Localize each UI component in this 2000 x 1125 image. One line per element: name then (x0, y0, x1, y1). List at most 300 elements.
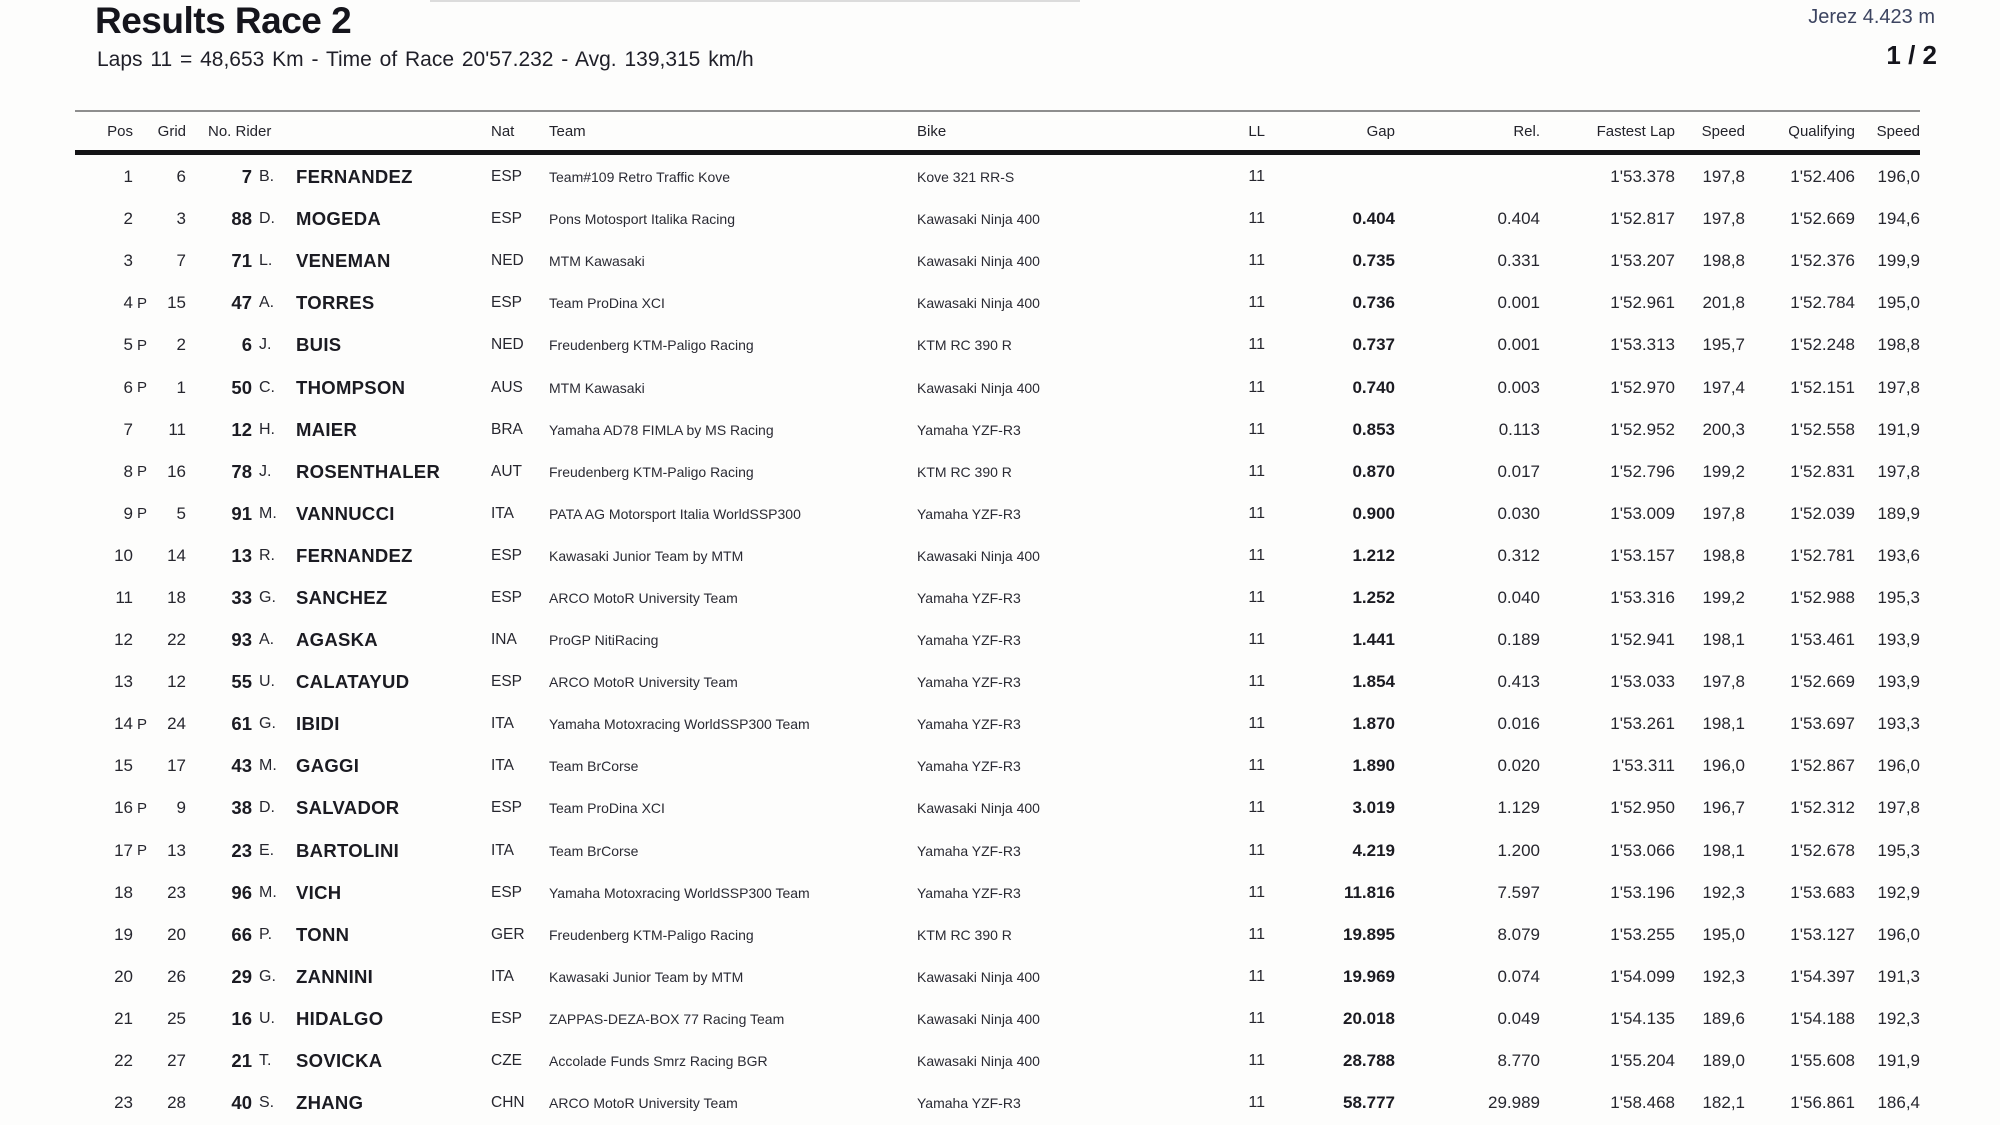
cell-position: 20 (114, 966, 133, 986)
cell-qualifying-speed: 193,6 (1877, 545, 1920, 565)
cell-fastest-speed: 197,8 (1702, 503, 1745, 523)
cell-rider-number: 23 (231, 839, 252, 861)
cell-bike: Yamaha YZF-R3 (917, 674, 1021, 691)
table-row (75, 787, 1920, 829)
cell-rider-initial: B. (259, 168, 275, 186)
cell-gap: 0.853 (1352, 419, 1395, 439)
cell-bike: Yamaha YZF-R3 (917, 842, 1021, 859)
page-crop-artifact (430, 0, 1080, 2)
cell-qualifying-lap: 1'52.312 (1790, 798, 1855, 818)
cell-grid: 12 (167, 672, 186, 692)
cell-fastest-lap: 1'54.135 (1610, 1008, 1675, 1028)
cell-rider-surname: TONN (296, 923, 350, 945)
cell-bike: Yamaha YZF-R3 (917, 758, 1021, 775)
table-row (75, 872, 1920, 914)
cell-fastest-lap: 1'55.204 (1610, 1051, 1675, 1071)
column-header-ll: LL (1248, 122, 1265, 140)
cell-fastest-lap: 1'54.099 (1610, 966, 1675, 986)
cell-rider-number: 71 (231, 250, 252, 272)
cell-laps: 11 (1248, 462, 1265, 480)
cell-fastest-speed: 198,1 (1702, 714, 1745, 734)
cell-fastest-lap: 1'52.970 (1610, 377, 1675, 397)
cell-rider-number: 13 (231, 544, 252, 566)
cell-qualifying-speed: 197,8 (1877, 798, 1920, 818)
cell-penalty-flag: P (137, 505, 148, 523)
cell-relative-gap: 0.189 (1497, 630, 1540, 650)
cell-nationality: AUT (491, 462, 522, 480)
header-top-rule (75, 110, 1920, 112)
cell-rider-initial: G. (259, 967, 276, 985)
cell-rider-number: 6 (241, 334, 252, 356)
cell-team: Kawasaki Junior Team by MTM (549, 547, 744, 564)
cell-fastest-speed: 182,1 (1702, 1093, 1745, 1113)
cell-fastest-lap: 1'53.066 (1610, 840, 1675, 860)
cell-grid: 18 (167, 587, 186, 607)
cell-fastest-speed: 195,7 (1702, 335, 1745, 355)
cell-fastest-lap: 1'53.033 (1610, 672, 1675, 692)
table-row (75, 998, 1920, 1040)
cell-relative-gap: 7.597 (1497, 882, 1540, 902)
cell-penalty-flag: P (137, 799, 148, 817)
results-body (75, 156, 1920, 1124)
cell-team: Yamaha Motoxracing WorldSSP300 Team (549, 716, 810, 733)
cell-bike: KTM RC 390 R (917, 337, 1012, 354)
cell-rider-surname: IBIDI (296, 713, 340, 735)
cell-rider-surname: TORRES (296, 292, 375, 314)
cell-rider-number: 91 (231, 502, 252, 524)
cell-nationality: CZE (491, 1052, 522, 1070)
cell-rider-surname: BUIS (296, 334, 342, 356)
cell-laps: 11 (1248, 504, 1265, 522)
cell-fastest-lap: 1'52.817 (1610, 209, 1675, 229)
cell-fastest-speed: 197,4 (1702, 377, 1745, 397)
cell-gap: 0.736 (1352, 293, 1395, 313)
cell-nationality: ESP (491, 546, 523, 564)
cell-qualifying-speed: 186,4 (1877, 1093, 1920, 1113)
cell-rider-number: 61 (231, 713, 252, 735)
cell-position: 19 (114, 924, 133, 944)
cell-team: ProGP NitiRacing (549, 632, 659, 649)
cell-team: Accolade Funds Smrz Racing BGR (549, 1053, 768, 1070)
cell-qualifying-speed: 197,8 (1877, 461, 1920, 481)
cell-grid: 7 (176, 251, 186, 271)
column-header-team: Team (549, 122, 586, 140)
cell-grid: 15 (167, 293, 186, 313)
cell-rider-surname: VENEMAN (296, 250, 391, 272)
cell-laps: 11 (1248, 336, 1265, 354)
cell-penalty-flag: P (137, 379, 148, 397)
cell-team: Kawasaki Junior Team by MTM (549, 968, 744, 985)
cell-relative-gap: 1.200 (1497, 840, 1540, 860)
cell-rider-initial: C. (259, 378, 275, 396)
cell-rider-surname: GAGGI (296, 755, 360, 777)
circuit-label: Jerez 4.423 m (1808, 6, 1935, 28)
cell-rider-initial: H. (259, 420, 275, 438)
cell-team: ARCO MotoR University Team (549, 1095, 738, 1112)
table-row (75, 451, 1920, 493)
cell-rider-number: 7 (241, 166, 252, 188)
cell-qualifying-speed: 192,3 (1877, 1008, 1920, 1028)
cell-nationality: ESP (491, 588, 523, 606)
cell-bike: Kawasaki Ninja 400 (917, 547, 1040, 564)
cell-rider-surname: ZANNINI (296, 965, 374, 987)
table-row (75, 198, 1920, 240)
cell-position: 5 (123, 335, 133, 355)
cell-relative-gap: 0.113 (1498, 419, 1540, 439)
cell-grid: 14 (167, 545, 186, 565)
table-row (75, 914, 1920, 956)
cell-fastest-speed: 198,1 (1702, 840, 1745, 860)
cell-relative-gap: 0.020 (1497, 756, 1540, 776)
cell-team: Team ProDina XCI (549, 295, 665, 312)
cell-relative-gap: 0.074 (1497, 966, 1540, 986)
cell-qualifying-lap: 1'53.461 (1790, 630, 1855, 650)
cell-bike: Yamaha YZF-R3 (917, 589, 1021, 606)
cell-fastest-speed: 199,2 (1702, 461, 1745, 481)
cell-qualifying-speed: 196,0 (1877, 924, 1920, 944)
cell-rider-surname: SANCHEZ (296, 586, 388, 608)
table-header-row (75, 116, 1920, 146)
cell-rider-number: 12 (231, 418, 252, 440)
page-title: Results Race 2 (95, 0, 352, 41)
cell-laps: 11 (1248, 210, 1265, 228)
cell-fastest-speed: 200,3 (1702, 419, 1745, 439)
cell-rider-initial: L. (259, 252, 273, 270)
cell-qualifying-lap: 1'52.039 (1790, 503, 1855, 523)
cell-gap: 58.777 (1343, 1093, 1395, 1113)
cell-rider-initial: R. (259, 546, 275, 564)
cell-laps: 11 (1248, 168, 1265, 186)
cell-position: 3 (123, 251, 133, 271)
cell-rider-initial: D. (259, 799, 275, 817)
cell-position: 4 (123, 293, 133, 313)
cell-nationality: ESP (491, 168, 523, 186)
cell-qualifying-speed: 193,9 (1877, 672, 1920, 692)
cell-position: 6 (123, 377, 133, 397)
cell-fastest-speed: 198,8 (1702, 545, 1745, 565)
cell-fastest-speed: 197,8 (1702, 167, 1745, 187)
cell-nationality: AUS (491, 378, 523, 396)
cell-penalty-flag: P (137, 294, 148, 312)
cell-team: Yamaha Motoxracing WorldSSP300 Team (549, 884, 810, 901)
table-row (75, 745, 1920, 787)
cell-team: Freudenberg KTM-Paligo Racing (549, 926, 754, 943)
table-row (75, 324, 1920, 366)
cell-qualifying-lap: 1'52.988 (1790, 587, 1855, 607)
cell-qualifying-speed: 199,9 (1877, 251, 1920, 271)
cell-fastest-lap: 1'52.941 (1610, 630, 1675, 650)
cell-rider-initial: E. (259, 841, 275, 859)
cell-grid: 13 (167, 840, 186, 860)
cell-qualifying-speed: 191,9 (1877, 1051, 1920, 1071)
cell-rider-initial: A. (259, 631, 275, 649)
cell-gap: 11.816 (1343, 882, 1395, 902)
column-header-grid: Grid (157, 122, 186, 140)
column-header-pos: Pos (107, 122, 133, 140)
cell-rider-number: 55 (231, 671, 252, 693)
column-header-speed: Speed (1701, 122, 1745, 140)
cell-nationality: ITA (491, 757, 514, 775)
cell-fastest-lap: 1'53.316 (1610, 587, 1675, 607)
cell-grid: 6 (176, 167, 186, 187)
cell-qualifying-speed: 195,3 (1877, 840, 1920, 860)
cell-fastest-speed: 195,0 (1702, 924, 1745, 944)
cell-bike: Kawasaki Ninja 400 (917, 253, 1040, 270)
cell-position: 10 (114, 545, 133, 565)
cell-relative-gap: 0.331 (1497, 251, 1540, 271)
cell-gap: 28.788 (1343, 1051, 1395, 1071)
cell-rider-initial: U. (259, 1009, 275, 1027)
cell-qualifying-lap: 1'52.784 (1790, 293, 1855, 313)
cell-rider-initial: S. (259, 1094, 275, 1112)
cell-relative-gap: 0.404 (1497, 209, 1540, 229)
cell-qualifying-lap: 1'52.669 (1790, 672, 1855, 692)
table-row (75, 703, 1920, 745)
cell-qualifying-lap: 1'54.188 (1790, 1008, 1855, 1028)
cell-qualifying-speed: 192,9 (1877, 882, 1920, 902)
cell-fastest-speed: 196,0 (1702, 756, 1745, 776)
cell-nationality: ESP (491, 1009, 523, 1027)
cell-fastest-lap: 1'52.952 (1610, 419, 1675, 439)
cell-relative-gap: 0.001 (1497, 293, 1540, 313)
table-row (75, 240, 1920, 282)
cell-team: Team BrCorse (549, 842, 639, 859)
cell-gap: 0.737 (1352, 335, 1395, 355)
table-row (75, 1082, 1920, 1124)
cell-qualifying-speed: 189,9 (1877, 503, 1920, 523)
cell-rider-initial: M. (259, 883, 277, 901)
cell-rider-initial: T. (259, 1052, 272, 1070)
cell-rider-initial: A. (259, 294, 275, 312)
cell-team: ZAPPAS-DEZA-BOX 77 Racing Team (549, 1010, 785, 1027)
cell-rider-number: 29 (231, 965, 252, 987)
cell-relative-gap: 29.989 (1488, 1093, 1540, 1113)
cell-laps: 11 (1248, 883, 1265, 901)
cell-relative-gap: 0.049 (1497, 1008, 1540, 1028)
column-header-rel: Rel. (1513, 122, 1540, 140)
cell-nationality: ESP (491, 883, 523, 901)
cell-position: 13 (114, 672, 133, 692)
cell-gap: 3.019 (1352, 798, 1395, 818)
cell-bike: Yamaha YZF-R3 (917, 1095, 1021, 1112)
cell-grid: 11 (168, 419, 186, 439)
cell-rider-surname: HIDALGO (296, 1007, 384, 1029)
cell-qualifying-lap: 1'55.608 (1790, 1051, 1855, 1071)
cell-rider-initial: M. (259, 504, 277, 522)
cell-grid: 17 (167, 756, 186, 776)
cell-fastest-lap: 1'53.196 (1610, 882, 1675, 902)
cell-grid: 16 (167, 461, 186, 481)
cell-qualifying-lap: 1'52.151 (1790, 377, 1855, 397)
cell-laps: 11 (1248, 1094, 1265, 1112)
cell-team: Pons Motosport Italika Racing (549, 211, 735, 228)
cell-bike: KTM RC 390 R (917, 926, 1012, 943)
cell-team: Yamaha AD78 FIMLA by MS Racing (549, 421, 774, 438)
page-number: 1 / 2 (1886, 40, 1937, 70)
cell-position: 8 (123, 461, 133, 481)
cell-rider-surname: MOGEDA (296, 208, 382, 230)
cell-gap: 1.870 (1352, 714, 1395, 734)
cell-fastest-speed: 192,3 (1702, 882, 1745, 902)
cell-fastest-speed: 198,8 (1702, 251, 1745, 271)
cell-nationality: ITA (491, 504, 514, 522)
cell-rider-number: 78 (231, 460, 252, 482)
cell-bike: Yamaha YZF-R3 (917, 884, 1021, 901)
cell-grid: 28 (167, 1093, 186, 1113)
cell-team: Team BrCorse (549, 758, 639, 775)
cell-gap: 0.404 (1352, 209, 1395, 229)
cell-qualifying-speed: 193,3 (1877, 714, 1920, 734)
cell-rider-number: 21 (231, 1050, 252, 1072)
cell-qualifying-lap: 1'53.697 (1790, 714, 1855, 734)
cell-fastest-speed: 192,3 (1702, 966, 1745, 986)
cell-rider-surname: MAIER (296, 418, 358, 440)
cell-team: Freudenberg KTM-Paligo Racing (549, 463, 754, 480)
cell-qualifying-speed: 191,9 (1877, 419, 1920, 439)
cell-grid: 20 (167, 924, 186, 944)
cell-laps: 11 (1248, 378, 1265, 396)
table-row (75, 409, 1920, 451)
table-row (75, 282, 1920, 324)
cell-gap: 1.212 (1352, 545, 1395, 565)
cell-grid: 5 (176, 503, 186, 523)
cell-penalty-flag: P (137, 715, 148, 733)
cell-rider-number: 50 (231, 376, 252, 398)
cell-grid: 22 (167, 630, 186, 650)
cell-team: ARCO MotoR University Team (549, 589, 738, 606)
cell-grid: 1 (176, 377, 186, 397)
cell-penalty-flag: P (137, 842, 148, 860)
cell-rider-number: 88 (231, 208, 252, 230)
cell-laps: 11 (1248, 757, 1265, 775)
cell-fastest-speed: 196,7 (1702, 798, 1745, 818)
cell-gap: 19.895 (1343, 924, 1395, 944)
cell-qualifying-speed: 196,0 (1877, 756, 1920, 776)
cell-team: MTM Kawasaki (549, 379, 645, 396)
cell-bike: Kove 321 RR-S (917, 169, 1015, 186)
cell-nationality: ITA (491, 967, 514, 985)
cell-fastest-speed: 201,8 (1702, 293, 1745, 313)
cell-fastest-lap: 1'53.311 (1611, 756, 1675, 776)
cell-position: 7 (123, 419, 133, 439)
cell-laps: 11 (1248, 715, 1265, 733)
cell-qualifying-speed: 196,0 (1877, 167, 1920, 187)
cell-laps: 11 (1248, 1052, 1265, 1070)
cell-penalty-flag: P (137, 336, 148, 354)
column-header-qualifying: Qualifying (1788, 122, 1855, 140)
cell-laps: 11 (1248, 420, 1265, 438)
cell-position: 12 (114, 630, 133, 650)
cell-team: ARCO MotoR University Team (549, 674, 738, 691)
cell-qualifying-speed: 195,3 (1877, 587, 1920, 607)
table-row (75, 577, 1920, 619)
column-header-gap: Gap (1366, 122, 1395, 140)
cell-fastest-speed: 199,2 (1702, 587, 1745, 607)
cell-fastest-lap: 1'53.207 (1610, 251, 1675, 271)
cell-relative-gap: 0.413 (1497, 672, 1540, 692)
cell-qualifying-lap: 1'53.683 (1790, 882, 1855, 902)
cell-relative-gap: 8.079 (1497, 924, 1540, 944)
cell-laps: 11 (1248, 294, 1265, 312)
cell-fastest-speed: 197,8 (1702, 209, 1745, 229)
cell-bike: Kawasaki Ninja 400 (917, 211, 1040, 228)
cell-bike: Yamaha YZF-R3 (917, 505, 1021, 522)
cell-position: 22 (114, 1051, 133, 1071)
cell-relative-gap: 0.001 (1497, 335, 1540, 355)
cell-rider-initial: M. (259, 757, 277, 775)
cell-laps: 11 (1248, 631, 1265, 649)
cell-fastest-lap: 1'52.950 (1610, 798, 1675, 818)
cell-relative-gap: 0.030 (1497, 503, 1540, 523)
cell-qualifying-speed: 194,6 (1877, 209, 1920, 229)
cell-nationality: ESP (491, 673, 523, 691)
cell-qualifying-lap: 1'52.669 (1790, 209, 1855, 229)
cell-gap: 0.735 (1352, 251, 1395, 271)
cell-qualifying-lap: 1'52.867 (1790, 756, 1855, 776)
cell-grid: 23 (167, 882, 186, 902)
cell-grid: 27 (167, 1051, 186, 1071)
cell-rider-surname: ROSENTHALER (296, 460, 441, 482)
cell-laps: 11 (1248, 546, 1265, 564)
cell-position: 18 (114, 882, 133, 902)
cell-laps: 11 (1248, 1009, 1265, 1027)
cell-bike: Kawasaki Ninja 400 (917, 800, 1040, 817)
cell-rider-initial: P. (259, 925, 273, 943)
cell-laps: 11 (1248, 799, 1265, 817)
cell-position: 11 (115, 587, 133, 607)
cell-qualifying-lap: 1'53.127 (1790, 924, 1855, 944)
cell-gap: 1.252 (1352, 587, 1395, 607)
cell-rider-surname: AGASKA (296, 629, 378, 651)
cell-qualifying-lap: 1'52.831 (1790, 461, 1855, 481)
cell-bike: Yamaha YZF-R3 (917, 421, 1021, 438)
table-row (75, 830, 1920, 872)
cell-laps: 11 (1248, 925, 1265, 943)
cell-team: Freudenberg KTM-Paligo Racing (549, 337, 754, 354)
cell-nationality: NED (491, 336, 524, 354)
cell-gap: 19.969 (1343, 966, 1395, 986)
cell-fastest-speed: 189,0 (1702, 1051, 1745, 1071)
cell-nationality: BRA (491, 420, 523, 438)
cell-grid: 26 (167, 966, 186, 986)
cell-qualifying-lap: 1'54.397 (1790, 966, 1855, 986)
cell-grid: 3 (176, 209, 186, 229)
cell-bike: Yamaha YZF-R3 (917, 716, 1021, 733)
cell-relative-gap: 0.003 (1497, 377, 1540, 397)
column-header-nat: Nat (491, 122, 515, 140)
cell-position: 17 (114, 840, 133, 860)
cell-rider-surname: VICH (296, 881, 342, 903)
cell-grid: 25 (167, 1008, 186, 1028)
cell-gap: 1.890 (1352, 756, 1395, 776)
cell-qualifying-speed: 198,8 (1877, 335, 1920, 355)
cell-position: 21 (114, 1008, 133, 1028)
cell-rider-surname: BARTOLINI (296, 839, 400, 861)
table-row (75, 661, 1920, 703)
cell-rider-surname: FERNANDEZ (296, 166, 413, 188)
column-header-qualifying-speed: Speed (1876, 122, 1920, 140)
table-row (75, 956, 1920, 998)
cell-nationality: ESP (491, 799, 523, 817)
cell-rider-number: 47 (231, 292, 252, 314)
cell-relative-gap: 8.770 (1497, 1051, 1540, 1071)
cell-fastest-lap: 1'52.961 (1610, 293, 1675, 313)
cell-rider-number: 66 (231, 923, 252, 945)
cell-team: Team ProDina XCI (549, 800, 665, 817)
cell-rider-surname: VANNUCCI (296, 502, 395, 524)
cell-position: 2 (123, 209, 133, 229)
cell-laps: 11 (1248, 967, 1265, 985)
